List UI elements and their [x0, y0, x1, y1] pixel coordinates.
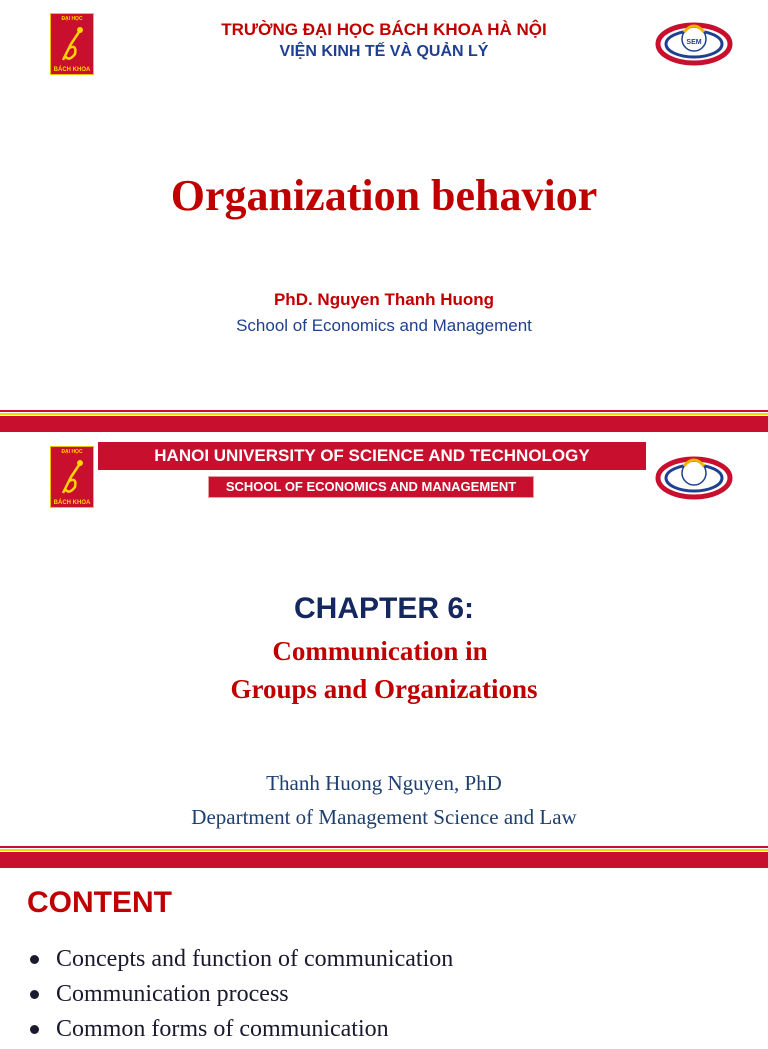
department-name: Department of Management Science and Law: [191, 805, 577, 829]
university-name-en: HANOI UNIVERSITY OF SCIENCE AND TECHNOLOGY: [154, 446, 590, 465]
school-banner: SCHOOL OF ECONOMICS AND MANAGEMENT: [208, 476, 534, 498]
slide-divider: [0, 846, 768, 868]
chapter-title-line1: Communication in: [272, 636, 488, 666]
content-list: [28, 944, 453, 1049]
list-item: [28, 944, 453, 979]
university-name-vn: TRƯỜNG ĐẠI HỌC BÁCH KHOA HÀ NỘI: [221, 20, 547, 39]
logo-bottom-text: BÁCH KHOA: [53, 500, 91, 506]
chapter-title-line2: Groups and Organizations: [230, 674, 538, 704]
sem-logo-text: SEM: [686, 39, 702, 46]
content-heading: CONTENT: [27, 886, 172, 919]
sem-logo: [654, 448, 734, 504]
list-item: [28, 979, 453, 1014]
bullet-icon: [30, 955, 39, 964]
bullet-icon: [30, 1025, 39, 1034]
chapter-number: CHAPTER 6:: [293, 592, 474, 625]
list-item-text: Communication process: [56, 981, 289, 1007]
slide-content: [0, 868, 768, 1042]
list-item: [28, 1014, 453, 1049]
bach-khoa-logo: [50, 446, 94, 508]
slide-title: [0, 0, 768, 410]
institute-name-vn: VIỆN KINH TẾ VÀ QUẢN LÝ: [279, 43, 489, 60]
bullet-icon: [30, 990, 39, 999]
list-item-text: Concepts and function of communication: [56, 946, 454, 972]
school-name: School of Economics and Management: [236, 316, 532, 335]
author-name: Thanh Huong Nguyen, PhD: [266, 771, 502, 795]
slide-chapter: [0, 432, 768, 846]
author-name: PhD. Nguyen Thanh Huong: [273, 290, 495, 309]
sem-logo: [654, 14, 734, 70]
slide-divider: [0, 410, 768, 432]
course-title: Organization behavior: [170, 171, 598, 220]
torch-icon: [55, 455, 91, 499]
logo-top-text: ĐẠI HỌC: [61, 16, 83, 22]
logo-bottom-text: BÁCH KHOA: [53, 67, 91, 73]
logo-top-text: ĐẠI HỌC: [61, 449, 83, 455]
list-item-text: Common forms of communication: [56, 1016, 389, 1042]
